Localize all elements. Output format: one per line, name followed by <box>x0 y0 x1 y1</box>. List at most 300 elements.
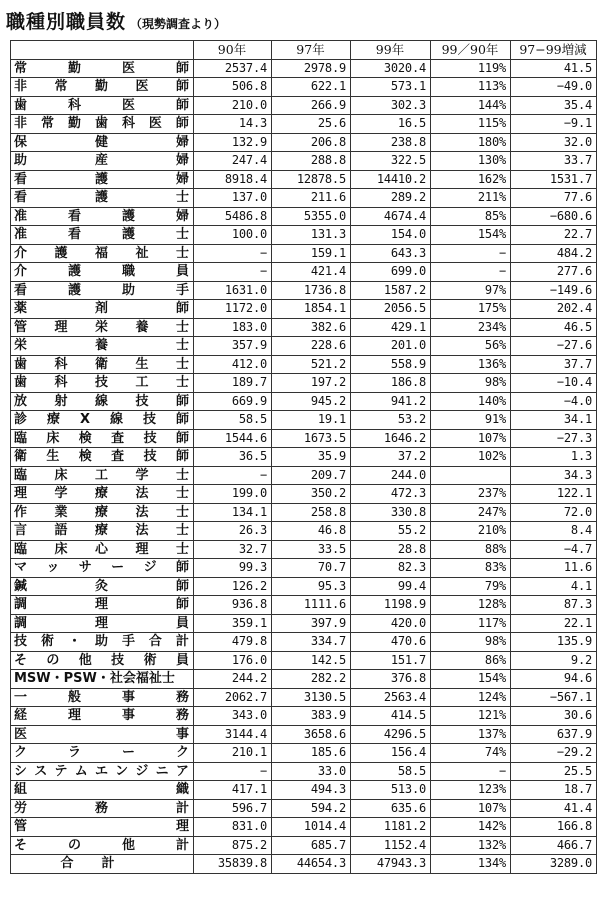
value-cell: 14.3 <box>194 115 272 134</box>
value-cell: 53.2 <box>351 411 431 430</box>
value-cell: 211.6 <box>272 189 351 208</box>
value-cell: −149.6 <box>511 281 597 300</box>
value-cell: 2062.7 <box>194 688 272 707</box>
value-cell: 33.0 <box>272 762 351 781</box>
table-row <box>11 559 597 578</box>
job-title-cell: シ ス テ ム エ ン ジ ニ ア <box>11 762 194 781</box>
table-row <box>11 633 597 652</box>
table-row <box>11 226 597 245</box>
value-cell: 142.5 <box>272 651 351 670</box>
value-cell: 3658.6 <box>272 725 351 744</box>
value-cell: − <box>431 762 511 781</box>
value-cell: 132.9 <box>194 133 272 152</box>
header-row <box>11 41 597 60</box>
value-cell: 30.6 <box>511 707 597 726</box>
value-cell: 25.6 <box>272 115 351 134</box>
job-title-cell: 介 護 福 祉 士 <box>11 244 194 263</box>
value-cell: 14410.2 <box>351 170 431 189</box>
value-cell: 343.0 <box>194 707 272 726</box>
job-title-cell: 衛 生 検 査 技 師 <box>11 448 194 467</box>
value-cell: 1172.0 <box>194 300 272 319</box>
table-row <box>11 96 597 115</box>
value-cell: 72.0 <box>511 503 597 522</box>
value-cell: 41.5 <box>511 59 597 78</box>
value-cell: 412.0 <box>194 355 272 374</box>
value-cell: 130% <box>431 152 511 171</box>
value-cell: 237% <box>431 485 511 504</box>
value-cell: −9.1 <box>511 115 597 134</box>
table-row <box>11 374 597 393</box>
table-row <box>11 411 597 430</box>
value-cell: 266.9 <box>272 96 351 115</box>
value-cell: 210.1 <box>194 744 272 763</box>
value-cell: − <box>194 263 272 282</box>
value-cell: 26.3 <box>194 522 272 541</box>
value-cell: − <box>431 263 511 282</box>
value-cell: 1646.2 <box>351 429 431 448</box>
value-cell: 669.9 <box>194 392 272 411</box>
job-title-cell: 非 常 勤 歯 科 医 師 <box>11 115 194 134</box>
value-cell: 1673.5 <box>272 429 351 448</box>
value-cell: 154% <box>431 670 511 689</box>
job-title-cell: 言 語 療 法 士 <box>11 522 194 541</box>
value-cell: 86% <box>431 651 511 670</box>
value-cell: 18.7 <box>511 781 597 800</box>
value-cell: 573.1 <box>351 78 431 97</box>
value-cell: 199.0 <box>194 485 272 504</box>
value-cell: 33.7 <box>511 152 597 171</box>
table-row <box>11 78 597 97</box>
value-cell: 34.1 <box>511 411 597 430</box>
value-cell: 135.9 <box>511 633 597 652</box>
value-cell: 277.6 <box>511 263 597 282</box>
value-cell: 134.1 <box>194 503 272 522</box>
value-cell: 521.2 <box>272 355 351 374</box>
value-cell: 1531.7 <box>511 170 597 189</box>
table-row <box>11 392 597 411</box>
page-title <box>6 7 226 34</box>
value-cell: 97% <box>431 281 511 300</box>
table-row <box>11 670 597 689</box>
value-cell: 209.7 <box>272 466 351 485</box>
value-cell: 637.9 <box>511 725 597 744</box>
value-cell: 99.3 <box>194 559 272 578</box>
value-cell: 875.2 <box>194 836 272 855</box>
value-cell: 98% <box>431 374 511 393</box>
value-cell: 87.3 <box>511 596 597 615</box>
value-cell: 166.8 <box>511 818 597 837</box>
table-row <box>11 115 597 134</box>
value-cell: 140% <box>431 392 511 411</box>
value-cell: 142% <box>431 818 511 837</box>
value-cell: 94.6 <box>511 670 597 689</box>
table-row <box>11 818 597 837</box>
job-title-cell: 技 術 ・ 助 手 合 計 <box>11 633 194 652</box>
table-row <box>11 152 597 171</box>
value-cell: 4296.5 <box>351 725 431 744</box>
value-cell <box>431 466 511 485</box>
value-cell: 154% <box>431 226 511 245</box>
value-cell: 302.3 <box>351 96 431 115</box>
value-cell: 34.3 <box>511 466 597 485</box>
value-cell: 643.3 <box>351 244 431 263</box>
value-cell: 180% <box>431 133 511 152</box>
value-cell: 183.0 <box>194 318 272 337</box>
value-cell: 494.3 <box>272 781 351 800</box>
value-cell: 210.0 <box>194 96 272 115</box>
header-cell: 99年 <box>351 41 431 60</box>
value-cell: 35.9 <box>272 448 351 467</box>
job-title-cell: MSW・PSW・社会福祉士 <box>11 670 194 689</box>
value-cell: 211% <box>431 189 511 208</box>
value-cell: − <box>431 244 511 263</box>
table-row <box>11 485 597 504</box>
table-row <box>11 263 597 282</box>
value-cell: −4.0 <box>511 392 597 411</box>
value-cell: 941.2 <box>351 392 431 411</box>
value-cell: −29.2 <box>511 744 597 763</box>
job-title-cell: 管 理 <box>11 818 194 837</box>
value-cell: 322.5 <box>351 152 431 171</box>
value-cell: 28.8 <box>351 540 431 559</box>
value-cell: 176.0 <box>194 651 272 670</box>
header-cell: 90年 <box>194 41 272 60</box>
value-cell: 622.1 <box>272 78 351 97</box>
value-cell: 831.0 <box>194 818 272 837</box>
value-cell: 16.5 <box>351 115 431 134</box>
table-row <box>11 207 597 226</box>
value-cell: 247.4 <box>194 152 272 171</box>
table-row <box>11 762 597 781</box>
value-cell: 3020.4 <box>351 59 431 78</box>
value-cell: 244.0 <box>351 466 431 485</box>
value-cell: 37.7 <box>511 355 597 374</box>
table-row <box>11 596 597 615</box>
value-cell: −10.4 <box>511 374 597 393</box>
total-cell: 47943.3 <box>351 855 431 874</box>
value-cell: 382.6 <box>272 318 351 337</box>
value-cell: 558.9 <box>351 355 431 374</box>
total-cell: 3289.0 <box>511 855 597 874</box>
value-cell: 136% <box>431 355 511 374</box>
value-cell: 36.5 <box>194 448 272 467</box>
job-title-cell: 常 勤 医 師 <box>11 59 194 78</box>
value-cell: 58.5 <box>351 762 431 781</box>
value-cell: 258.8 <box>272 503 351 522</box>
value-cell: 159.1 <box>272 244 351 263</box>
value-cell: 1111.6 <box>272 596 351 615</box>
value-cell: 185.6 <box>272 744 351 763</box>
job-title-cell: 看 護 助 手 <box>11 281 194 300</box>
value-cell: − <box>194 762 272 781</box>
value-cell: 282.2 <box>272 670 351 689</box>
job-title-cell: 理 学 療 法 士 <box>11 485 194 504</box>
job-title-cell: 臨 床 心 理 士 <box>11 540 194 559</box>
value-cell: 175% <box>431 300 511 319</box>
value-cell: 128% <box>431 596 511 615</box>
value-cell: 350.2 <box>272 485 351 504</box>
job-title-cell: 臨 床 検 査 技 師 <box>11 429 194 448</box>
value-cell: − <box>194 466 272 485</box>
job-title-cell: 一 般 事 務 <box>11 688 194 707</box>
value-cell: 41.4 <box>511 799 597 818</box>
value-cell: 470.6 <box>351 633 431 652</box>
value-cell: 8918.4 <box>194 170 272 189</box>
header-cell: 99／90年 <box>431 41 511 60</box>
value-cell: 3130.5 <box>272 688 351 707</box>
value-cell: 1631.0 <box>194 281 272 300</box>
value-cell: 397.9 <box>272 614 351 633</box>
value-cell: 420.0 <box>351 614 431 633</box>
value-cell: 330.8 <box>351 503 431 522</box>
table-row <box>11 744 597 763</box>
value-cell: 102% <box>431 448 511 467</box>
value-cell: 4674.4 <box>351 207 431 226</box>
value-cell: 506.8 <box>194 78 272 97</box>
job-title-cell: 調 理 員 <box>11 614 194 633</box>
table-row <box>11 503 597 522</box>
total-cell: 134% <box>431 855 511 874</box>
job-title-cell: 労 務 計 <box>11 799 194 818</box>
value-cell: 4.1 <box>511 577 597 596</box>
value-cell: 33.5 <box>272 540 351 559</box>
value-cell: 1181.2 <box>351 818 431 837</box>
value-cell: 144% <box>431 96 511 115</box>
value-cell: 1587.2 <box>351 281 431 300</box>
value-cell: 2537.4 <box>194 59 272 78</box>
value-cell: 122.1 <box>511 485 597 504</box>
table-row <box>11 836 597 855</box>
value-cell: 119% <box>431 59 511 78</box>
value-cell: −4.7 <box>511 540 597 559</box>
value-cell: 79% <box>431 577 511 596</box>
value-cell: 11.6 <box>511 559 597 578</box>
table-row <box>11 522 597 541</box>
value-cell: 357.9 <box>194 337 272 356</box>
table-row <box>11 799 597 818</box>
value-cell: 74% <box>431 744 511 763</box>
value-cell: 25.5 <box>511 762 597 781</box>
value-cell: 132% <box>431 836 511 855</box>
table-row <box>11 318 597 337</box>
value-cell: 5486.8 <box>194 207 272 226</box>
value-cell: 35.4 <box>511 96 597 115</box>
value-cell: 945.2 <box>272 392 351 411</box>
job-title-cell: 鍼 灸 師 <box>11 577 194 596</box>
value-cell: 466.7 <box>511 836 597 855</box>
value-cell: 3144.4 <box>194 725 272 744</box>
job-title-cell: 薬 剤 師 <box>11 300 194 319</box>
value-cell: 247% <box>431 503 511 522</box>
job-title-cell: 准 看 護 婦 <box>11 207 194 226</box>
value-cell: 484.2 <box>511 244 597 263</box>
table-row <box>11 448 597 467</box>
value-cell: 238.8 <box>351 133 431 152</box>
job-title-cell: 放 射 線 技 師 <box>11 392 194 411</box>
job-title-cell: 助 産 婦 <box>11 152 194 171</box>
value-cell: 88% <box>431 540 511 559</box>
value-cell: −49.0 <box>511 78 597 97</box>
job-title-cell: 准 看 護 士 <box>11 226 194 245</box>
value-cell: 77.6 <box>511 189 597 208</box>
value-cell: 206.8 <box>272 133 351 152</box>
job-title-cell: 経 理 事 務 <box>11 707 194 726</box>
value-cell: 699.0 <box>351 263 431 282</box>
value-cell: 83% <box>431 559 511 578</box>
job-title-cell: 看 護 婦 <box>11 170 194 189</box>
value-cell: 162% <box>431 170 511 189</box>
table-row <box>11 429 597 448</box>
value-cell: 58.5 <box>194 411 272 430</box>
job-title-cell: 医 事 <box>11 725 194 744</box>
value-cell: 9.2 <box>511 651 597 670</box>
value-cell: 113% <box>431 78 511 97</box>
value-cell: 137.0 <box>194 189 272 208</box>
total-cell: 35839.8 <box>194 855 272 874</box>
value-cell: 12878.5 <box>272 170 351 189</box>
value-cell: 37.2 <box>351 448 431 467</box>
table-row <box>11 300 597 319</box>
value-cell: 1854.1 <box>272 300 351 319</box>
value-cell: 594.2 <box>272 799 351 818</box>
value-cell: 126.2 <box>194 577 272 596</box>
table-row <box>11 281 597 300</box>
value-cell: 414.5 <box>351 707 431 726</box>
value-cell: 85% <box>431 207 511 226</box>
header-cell <box>11 41 194 60</box>
staff-table <box>10 40 597 874</box>
value-cell: 98% <box>431 633 511 652</box>
value-cell: 107% <box>431 429 511 448</box>
table-row <box>11 189 597 208</box>
job-title-cell: 保 健 婦 <box>11 133 194 152</box>
table-row <box>11 337 597 356</box>
value-cell: 56% <box>431 337 511 356</box>
value-cell: 95.3 <box>272 577 351 596</box>
value-cell: 234% <box>431 318 511 337</box>
value-cell: 22.7 <box>511 226 597 245</box>
value-cell: 121% <box>431 707 511 726</box>
value-cell: 417.1 <box>194 781 272 800</box>
value-cell: 472.3 <box>351 485 431 504</box>
value-cell: 131.3 <box>272 226 351 245</box>
value-cell: 186.8 <box>351 374 431 393</box>
value-cell: 115% <box>431 115 511 134</box>
value-cell: 46.5 <box>511 318 597 337</box>
value-cell: 685.7 <box>272 836 351 855</box>
job-title-cell: 診 療 X 線 技 師 <box>11 411 194 430</box>
value-cell: 359.1 <box>194 614 272 633</box>
value-cell: 1198.9 <box>351 596 431 615</box>
value-cell: −27.6 <box>511 337 597 356</box>
job-title-cell: 歯 科 衛 生 士 <box>11 355 194 374</box>
job-title-cell: 調 理 師 <box>11 596 194 615</box>
value-cell: 123% <box>431 781 511 800</box>
value-cell: 151.7 <box>351 651 431 670</box>
table-row <box>11 355 597 374</box>
table-row <box>11 688 597 707</box>
header-cell: 97−99増減 <box>511 41 597 60</box>
job-title-cell: そ の 他 計 <box>11 836 194 855</box>
table-row <box>11 244 597 263</box>
table-row <box>11 133 597 152</box>
job-title-cell: 看 護 士 <box>11 189 194 208</box>
value-cell: 1152.4 <box>351 836 431 855</box>
job-title-cell: 臨 床 工 学 士 <box>11 466 194 485</box>
value-cell: 289.2 <box>351 189 431 208</box>
table-row <box>11 466 597 485</box>
value-cell: 383.9 <box>272 707 351 726</box>
value-cell: 421.4 <box>272 263 351 282</box>
value-cell: 513.0 <box>351 781 431 800</box>
value-cell: 596.7 <box>194 799 272 818</box>
title-main: 職種別職員数 <box>6 11 127 33</box>
value-cell: 32.7 <box>194 540 272 559</box>
value-cell: 1544.6 <box>194 429 272 448</box>
header-cell: 97年 <box>272 41 351 60</box>
value-cell: 228.6 <box>272 337 351 356</box>
value-cell: 334.7 <box>272 633 351 652</box>
value-cell: −567.1 <box>511 688 597 707</box>
value-cell: −680.6 <box>511 207 597 226</box>
job-title-cell: 非 常 勤 医 師 <box>11 78 194 97</box>
job-title-cell: 管 理 栄 養 士 <box>11 318 194 337</box>
table-row <box>11 781 597 800</box>
value-cell: 197.2 <box>272 374 351 393</box>
table-row <box>11 577 597 596</box>
value-cell: 1736.8 <box>272 281 351 300</box>
value-cell: 244.2 <box>194 670 272 689</box>
job-title-cell: 歯 科 技 工 士 <box>11 374 194 393</box>
job-title-cell: ク ラ ー ク <box>11 744 194 763</box>
value-cell: 202.4 <box>511 300 597 319</box>
job-title-cell: 介 護 職 員 <box>11 263 194 282</box>
value-cell: 156.4 <box>351 744 431 763</box>
value-cell: 1.3 <box>511 448 597 467</box>
title-subtitle: （現勢調査より） <box>130 17 227 31</box>
total-cell: 44654.3 <box>272 855 351 874</box>
value-cell: 8.4 <box>511 522 597 541</box>
table-row <box>11 540 597 559</box>
value-cell: 936.8 <box>194 596 272 615</box>
value-cell: 100.0 <box>194 226 272 245</box>
table-row <box>11 725 597 744</box>
value-cell: 635.6 <box>351 799 431 818</box>
value-cell: 210% <box>431 522 511 541</box>
value-cell: 189.7 <box>194 374 272 393</box>
value-cell: 376.8 <box>351 670 431 689</box>
total-row <box>11 855 597 874</box>
job-title-cell: 組 織 <box>11 781 194 800</box>
table-row <box>11 59 597 78</box>
value-cell: − <box>194 244 272 263</box>
value-cell: −27.3 <box>511 429 597 448</box>
value-cell: 107% <box>431 799 511 818</box>
value-cell: 1014.4 <box>272 818 351 837</box>
value-cell: 91% <box>431 411 511 430</box>
value-cell: 82.3 <box>351 559 431 578</box>
value-cell: 19.1 <box>272 411 351 430</box>
value-cell: 288.8 <box>272 152 351 171</box>
value-cell: 32.0 <box>511 133 597 152</box>
job-title-cell: 栄 養 士 <box>11 337 194 356</box>
value-cell: 2056.5 <box>351 300 431 319</box>
value-cell: 70.7 <box>272 559 351 578</box>
table-row <box>11 614 597 633</box>
job-title-cell: 歯 科 医 師 <box>11 96 194 115</box>
job-title-cell: マ ッ サ ー ジ 師 <box>11 559 194 578</box>
value-cell: 479.8 <box>194 633 272 652</box>
